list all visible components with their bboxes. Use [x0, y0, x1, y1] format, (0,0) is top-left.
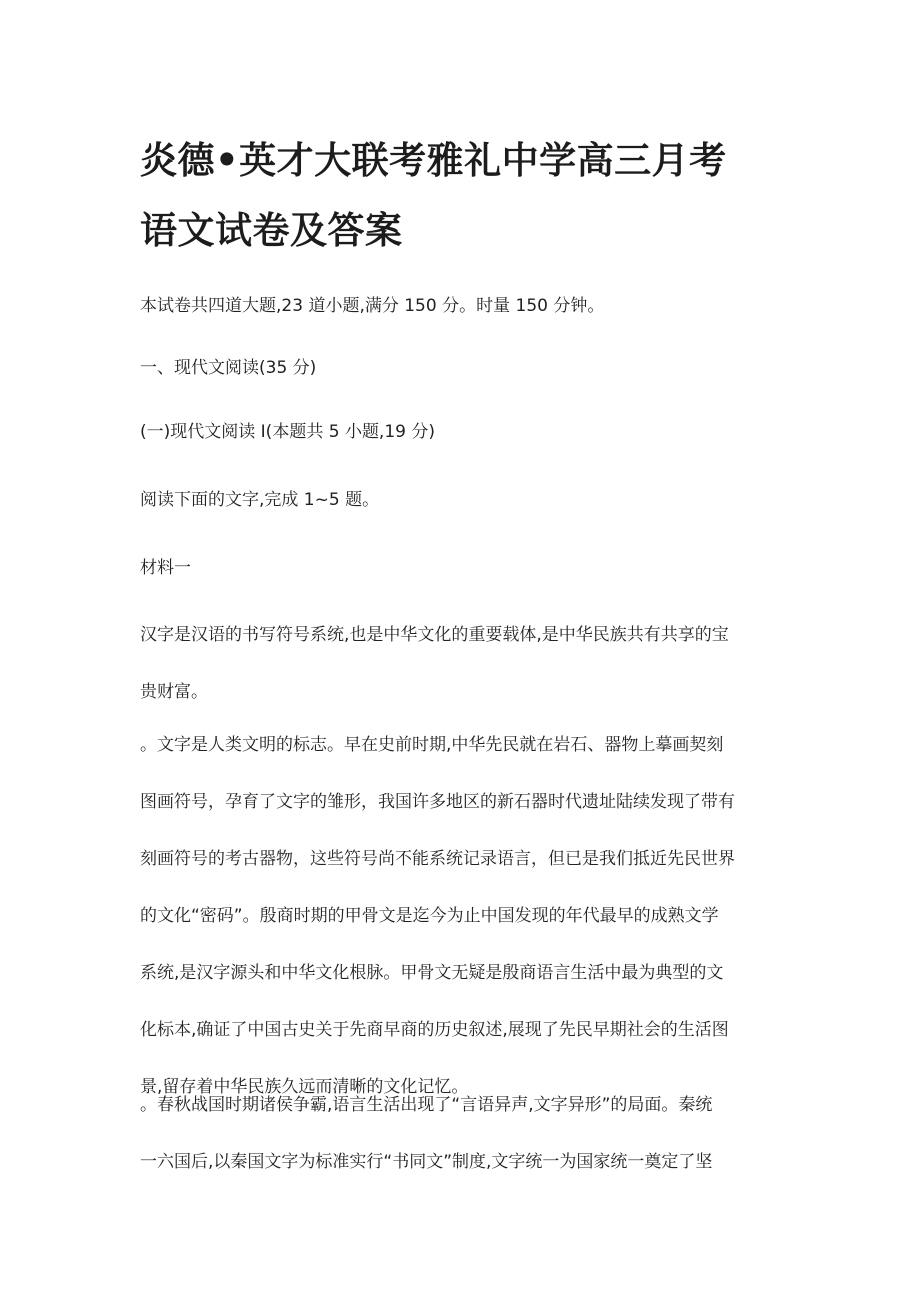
paragraph-line: 系统,是汉字源头和中华文化根脉。甲骨文无疑是殷商语言生活中最为典型的文	[140, 963, 724, 983]
exam-intro: 本试卷共四道大题,23 道小题,满分 150 分。时量 150 分钟。	[140, 296, 605, 316]
paragraph-line: 。春秋战国时期诸侯争霸,语言生活出现了“言语异声,文字异形”的局面。秦统	[140, 1095, 713, 1115]
section-heading: 一、现代文阅读(35 分)	[140, 358, 317, 378]
subsection-heading: (一)现代文阅读 I(本题共 5 小题,19 分)	[140, 422, 436, 442]
paragraph-line: 刻画符号的考古器物，这些符号尚不能系统记录语言，但已是我们抵近先民世界	[140, 849, 735, 869]
material-label: 材料一	[140, 558, 191, 578]
paragraph-1	[140, 607, 786, 721]
paragraph-line: 化标本,确证了中国古史关于先商早商的历史叙述,展现了先民早期社会的生活图	[140, 1020, 729, 1040]
paragraph-line: 汉字是汉语的书写符号系统,也是中华文化的重要载体,是中华民族共有共享的宝	[140, 625, 729, 645]
paragraph-line: 一六国后,以秦国文字为标准实行“书同文”制度,文字统一为国家统一奠定了坚	[140, 1152, 713, 1172]
paragraph-line: 贵财富。	[140, 682, 208, 702]
paragraph-line: 。文字是人类文明的标志。早在史前时期,中华先民就在岩石、器物上摹画契刻	[140, 735, 724, 755]
title-line-1: 炎德•英才大联考雅礼中学高三月考	[140, 139, 727, 182]
paragraph-line: 的文化“密码”。殷商时期的甲骨文是迄今为止中国发现的年代最早的成熟文学	[140, 906, 719, 926]
paragraph-line: 景,留存着中华民族久远而清晰的文化记忆。	[140, 1077, 469, 1097]
paragraph-3	[140, 1077, 786, 1191]
title-line-2: 语文试卷及答案	[140, 209, 403, 252]
reading-instruction: 阅读下面的文字,完成 1~5 题。	[140, 490, 380, 510]
document-title	[140, 126, 800, 266]
paragraph-line: 图画符号，孕育了文字的雏形，我国许多地区的新石器时代遗址陆续发现了带有	[140, 792, 735, 812]
paragraph-2	[140, 717, 786, 1116]
